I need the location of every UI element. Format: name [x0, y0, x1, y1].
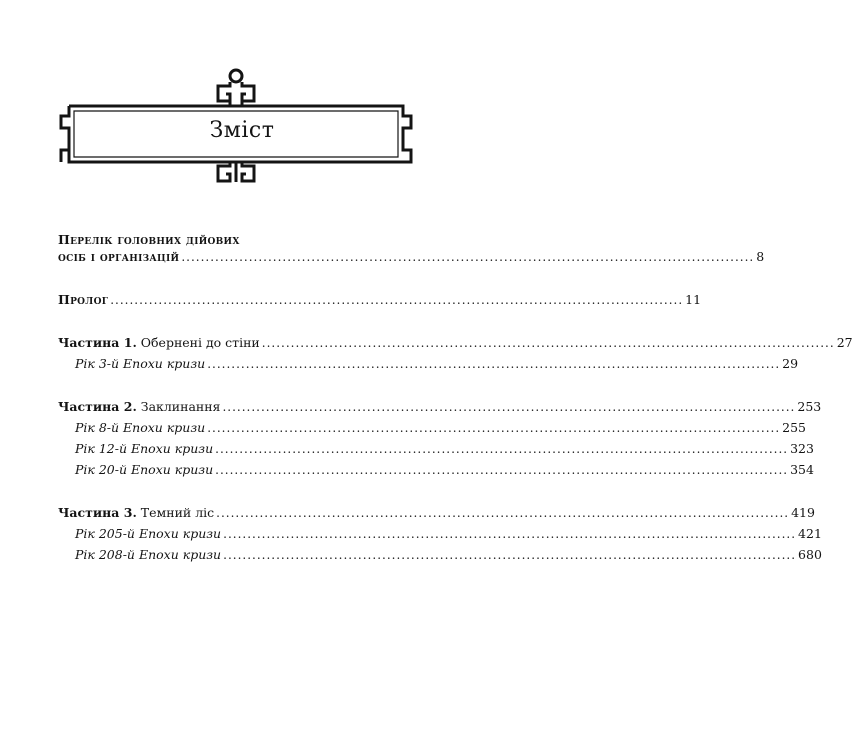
- toc-label: осіб і організацій: [58, 249, 180, 264]
- part-title: Обернені до стіни: [140, 335, 260, 350]
- toc-page-number: 8: [756, 249, 765, 264]
- part-title: Заклинання: [140, 399, 221, 414]
- toc-label: Рік 12-й Епохи кризи: [75, 441, 214, 456]
- toc-entry-prologue[interactable]: [58, 292, 702, 313]
- dot-leader: .......................................................................................................................: [261, 336, 835, 350]
- toc-entry-part-3[interactable]: [58, 505, 815, 526]
- toc-label: Рік 20-й Епохи кризи: [75, 462, 214, 477]
- toc-page-number: 11: [685, 292, 702, 307]
- toc-entry-characters[interactable]: [58, 249, 765, 270]
- toc-label: [58, 335, 260, 350]
- toc-label: Рік 8-й Епохи кризи: [75, 420, 206, 435]
- toc-label: [58, 505, 214, 520]
- dot-leader: .......................................................................................................................: [215, 442, 789, 456]
- dot-leader: .......................................................................................................................: [110, 293, 684, 307]
- toc-label: Рік 205-й Епохи кризи: [75, 526, 222, 541]
- toc-label: [58, 399, 220, 414]
- page-title: Зміст: [209, 118, 275, 143]
- dot-leader: .......................................................................................................................: [215, 463, 789, 477]
- toc-entry-part-1[interactable]: [58, 335, 853, 356]
- toc-subentry[interactable]: [58, 462, 814, 483]
- toc-page-number: 354: [790, 462, 814, 477]
- dot-leader: .......................................................................................................................: [223, 548, 797, 562]
- dot-leader: .......................................................................................................................: [181, 250, 755, 264]
- dot-leader: .......................................................................................................................: [223, 527, 797, 541]
- toc-subentry[interactable]: [58, 420, 806, 441]
- toc-page-number: 253: [797, 399, 822, 414]
- dot-leader: .......................................................................................................................: [207, 421, 781, 435]
- ring-ornament: [230, 70, 242, 82]
- toc-subentry[interactable]: [58, 356, 799, 377]
- title-frame-ornament: [0, 0, 484, 200]
- dot-leader: .......................................................................................................................: [222, 400, 796, 414]
- toc-label: Пролог: [58, 292, 109, 307]
- part-number: Частина 1.: [58, 335, 137, 350]
- toc-page-number: 421: [798, 526, 822, 541]
- table-of-contents: [58, 232, 853, 568]
- part-number: Частина 2.: [58, 399, 137, 414]
- toc-subentry[interactable]: [58, 441, 814, 462]
- part-number: Частина 3.: [58, 505, 137, 520]
- toc-page-number: 29: [782, 356, 799, 371]
- toc-subentry[interactable]: [58, 526, 822, 547]
- toc-label: Рік 3-й Епохи кризи: [75, 356, 206, 371]
- toc-subentry[interactable]: [58, 547, 822, 568]
- toc-page-number: 419: [791, 505, 815, 520]
- dot-leader: .......................................................................................................................: [216, 506, 790, 520]
- toc-entry-part-2[interactable]: [58, 399, 822, 420]
- part-title: Темний ліс: [140, 505, 215, 520]
- toc-page-number: 680: [798, 547, 822, 562]
- toc-entry-characters-line1: Перелік головних дійових: [58, 232, 240, 247]
- toc-page-number: 323: [790, 441, 814, 456]
- dot-leader: .......................................................................................................................: [207, 357, 781, 371]
- toc-page-number: 255: [782, 420, 806, 435]
- toc-page-number: 27: [836, 335, 853, 350]
- toc-label: Рік 208-й Епохи кризи: [75, 547, 222, 562]
